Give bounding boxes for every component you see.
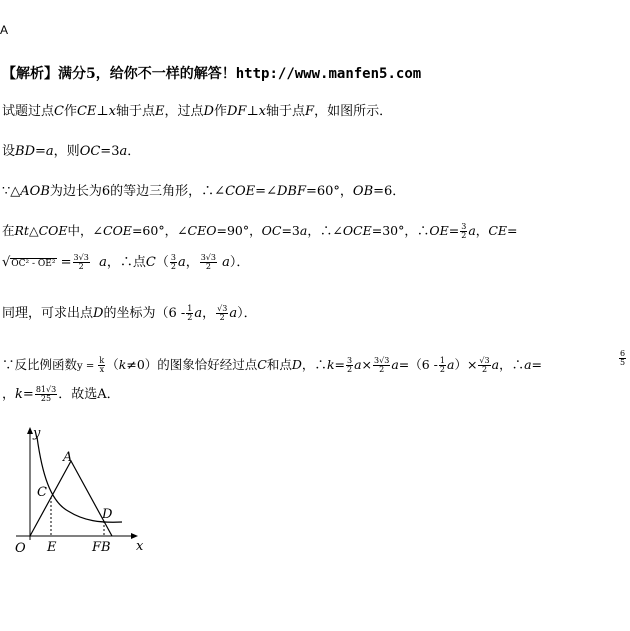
fraction: $\frac{81√3}{25}$ bbox=[35, 385, 57, 403]
fraction: $\frac{3√3}{2}$ bbox=[374, 356, 390, 374]
solution-line-2: 设BD=a，则OC=3a． bbox=[2, 144, 141, 159]
solution-line-5: √OC² - OE² = $\frac{3√3}{2}$ a，∴点C（ $\frac{3}{2}$ a， $\frac{3√3}{2}$ a）． bbox=[2, 253, 250, 271]
sqrt-radicand: OC² - OE² bbox=[11, 259, 56, 269]
fraction: $\frac{1}{2}$ bbox=[439, 356, 445, 374]
solution-line-3: ∵△AOB为边长为6的等边三角形，∴∠COE=∠DBF=60°，OB=6． bbox=[2, 184, 406, 199]
analysis-header bbox=[2, 63, 421, 83]
solution-line-6: 同理，可求出点D的坐标为（6 - $\frac{1}{2}$ a， $\frac{√3}{2}$ a）． bbox=[2, 304, 257, 322]
answer-letter: A bbox=[0, 23, 9, 37]
label-A: A bbox=[63, 450, 73, 465]
solution-line-7: ∵反比例函数y = $\frac{k}{x}$ （k≠0）的图象恰好经过点C和点D，∴k= $\frac{3}{2}$ a× $\frac{3√3}{2}$ a=（6 - $\frac{1}{2}$ a）× $\frac{√3}{2}$ a，∴a= bbox=[2, 356, 543, 374]
fraction: $\frac{3}{2}$ bbox=[461, 222, 467, 240]
fraction: $\frac{6}{5}$ bbox=[620, 349, 626, 367]
sqrt-sign: √ bbox=[2, 255, 11, 270]
label-y: y bbox=[33, 426, 41, 441]
label-D: D bbox=[102, 507, 113, 522]
label-O: O bbox=[15, 541, 26, 556]
label-E: E bbox=[47, 540, 57, 555]
solution-line-7-tail bbox=[618, 350, 627, 367]
fraction: $\frac{k}{x}$ bbox=[99, 356, 105, 374]
fraction: $\frac{1}{2}$ bbox=[187, 304, 193, 322]
site-url-link[interactable]: http://www.manfen5.com bbox=[235, 66, 422, 82]
fraction: $\frac{√3}{2}$ bbox=[217, 304, 228, 322]
fraction: $\frac{3}{2}$ bbox=[347, 356, 353, 374]
label-C: C bbox=[37, 485, 47, 500]
solution-line-8: ，k= $\frac{81√3}{25}$ ．故选A． bbox=[2, 385, 120, 403]
analysis-bracket-label: 【解析】 bbox=[2, 66, 58, 82]
label-x: x bbox=[136, 539, 144, 554]
solution-line-4: 在Rt△COE中，∠COE=60°，∠CEO=90°，OC=3a，∴∠OCE=30°，∴OE= $\frac{3}{2}$ a，CE= bbox=[2, 222, 518, 240]
solution-line-1: 试题过点C作CE⊥x轴于点E，过点D作DF⊥x轴于点F，如图所示． bbox=[2, 104, 393, 119]
fraction: $\frac{3√3}{2}$ bbox=[200, 253, 216, 271]
fraction: $\frac{3√3}{2}$ bbox=[73, 253, 89, 271]
slogan-text: 满分5，给你不一样的解答！ bbox=[58, 66, 236, 82]
label-FB: FB bbox=[92, 540, 111, 555]
fraction: $\frac{√3}{2}$ bbox=[479, 356, 490, 374]
geometry-figure bbox=[10, 425, 170, 585]
fraction: $\frac{3}{2}$ bbox=[170, 253, 176, 271]
side-AB bbox=[71, 461, 112, 536]
